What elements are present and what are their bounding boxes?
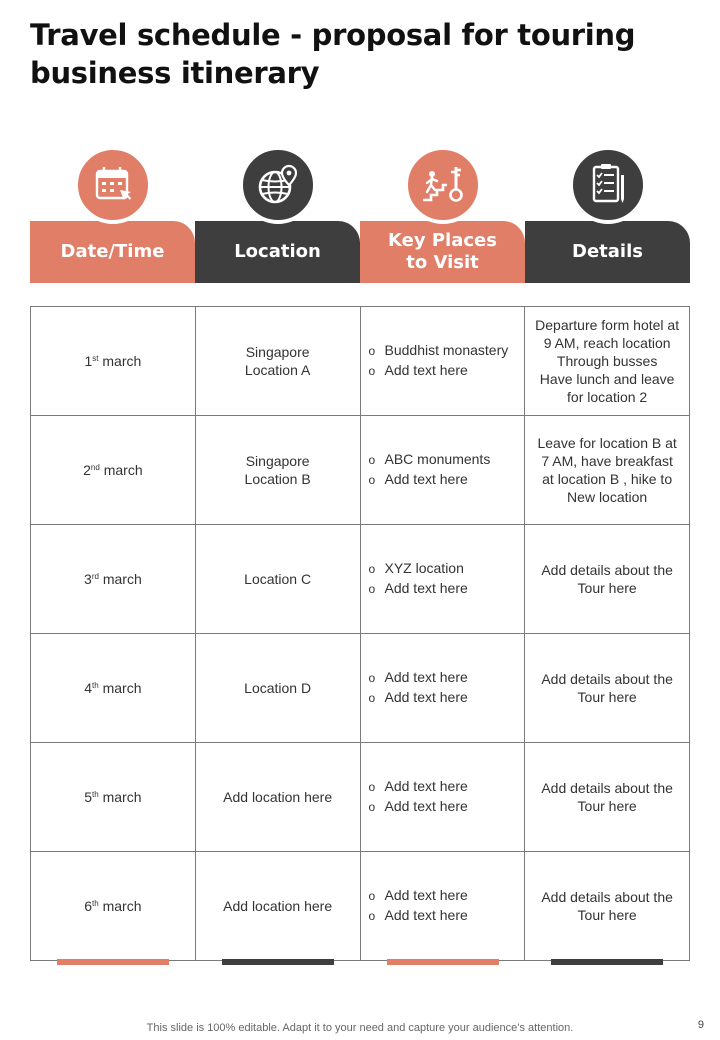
globe-location-icon <box>239 146 317 224</box>
location-line: Singapore <box>245 344 310 360</box>
header-date-time <box>30 146 195 286</box>
location-cell <box>195 307 360 416</box>
page-number: 9 <box>697 1019 704 1031</box>
bullet-icon: o <box>368 473 376 487</box>
list-item: o Add text here <box>369 579 521 599</box>
header-location <box>195 146 360 286</box>
bullet-icon: o <box>368 562 376 576</box>
bullet-icon: o <box>368 909 376 923</box>
date-cell: 5th march <box>31 743 196 852</box>
details-cell <box>525 307 690 416</box>
location-cell <box>195 416 360 525</box>
column-headers <box>30 146 690 286</box>
bullet-icon: o <box>368 691 376 705</box>
bullet-icon: o <box>368 582 376 596</box>
header-label: Location <box>195 221 360 283</box>
details-line: Add details about the <box>541 671 673 687</box>
header-details <box>525 146 690 286</box>
header-label: Date/Time <box>30 221 195 283</box>
key-places-cell <box>360 634 525 743</box>
location-line: Location B <box>244 471 311 487</box>
title-line-1: Travel schedule - proposal for touring <box>30 18 636 52</box>
location-line: Singapore <box>245 453 310 469</box>
key-places-cell <box>360 307 525 416</box>
date-cell: 4th march <box>31 634 196 743</box>
details-line: New location <box>567 489 648 505</box>
details-line: Leave for location B at <box>537 435 677 451</box>
calendar-icon <box>74 146 152 224</box>
footer-note: This slide is 100% editable. Adapt it to your need and capture your audience’s attention. <box>146 1022 574 1034</box>
key-places-cell <box>360 416 525 525</box>
date-cell: 2nd march <box>31 416 196 525</box>
bullet-icon: o <box>368 780 376 794</box>
details-line: for location 2 <box>567 389 648 405</box>
schedule-table <box>30 306 690 961</box>
details-line: Through busses <box>556 353 658 369</box>
location-line: Location A <box>244 362 311 378</box>
list-item: o Add text here <box>369 906 521 926</box>
details-line: 7 AM, have breakfast <box>541 453 673 469</box>
details-line: Tour here <box>577 689 637 705</box>
location-line: Location D <box>244 680 312 696</box>
key-places-cell <box>360 743 525 852</box>
details-line: Add details about the <box>541 780 673 796</box>
accent-bar <box>57 959 169 965</box>
details-cell <box>525 416 690 525</box>
details-line: Add details about the <box>541 889 673 905</box>
list-item: o Buddhist monastery <box>369 341 521 361</box>
table-row <box>31 525 690 634</box>
details-line: 9 AM, reach location <box>543 335 671 351</box>
list-item: o Add text here <box>369 886 521 906</box>
date-cell: 1st march <box>31 307 196 416</box>
location-line: Location C <box>244 571 312 587</box>
bullet-icon: o <box>368 364 376 378</box>
header-label: Key Places to Visit <box>360 221 525 283</box>
details-cell <box>525 525 690 634</box>
list-item: o Add text here <box>369 668 521 688</box>
details-line: Have lunch and leave <box>539 371 675 387</box>
details-line: at location B , hike to <box>542 471 673 487</box>
table-row <box>31 634 690 743</box>
list-item: o Add text here <box>369 688 521 708</box>
title-line-2: business itinerary <box>30 56 320 90</box>
location-cell <box>195 634 360 743</box>
key-places-cell <box>360 852 525 961</box>
stairs-key-icon <box>404 146 482 224</box>
accent-bar <box>222 959 334 965</box>
list-item: o Add text here <box>369 361 521 381</box>
bullet-icon: o <box>368 800 376 814</box>
bullet-icon: o <box>368 889 376 903</box>
date-cell: 6th march <box>31 852 196 961</box>
details-line: Tour here <box>577 580 637 596</box>
list-item: o Add text here <box>369 777 521 797</box>
location-cell <box>195 743 360 852</box>
accent-bar <box>551 959 663 965</box>
location-cell <box>195 852 360 961</box>
accent-bar <box>387 959 499 965</box>
bullet-icon: o <box>368 453 376 467</box>
list-item: o XYZ location <box>369 559 521 579</box>
key-places-cell <box>360 525 525 634</box>
list-item: o ABC monuments <box>369 450 521 470</box>
checklist-icon <box>569 146 647 224</box>
location-line: Add location here <box>223 898 333 914</box>
list-item: o Add text here <box>369 470 521 490</box>
location-line: Add location here <box>223 789 333 805</box>
location-cell <box>195 525 360 634</box>
table-row <box>31 307 690 416</box>
header-key-places <box>360 146 525 286</box>
bullet-icon: o <box>368 671 376 685</box>
table-row <box>31 416 690 525</box>
header-label: Details <box>525 221 690 283</box>
bullet-icon: o <box>368 344 376 358</box>
details-cell <box>525 634 690 743</box>
date-cell: 3rd march <box>31 525 196 634</box>
table-row <box>31 852 690 961</box>
page-title <box>30 16 670 92</box>
details-cell <box>525 852 690 961</box>
list-item: o Add text here <box>369 797 521 817</box>
details-line: Tour here <box>577 907 637 923</box>
details-cell <box>525 743 690 852</box>
details-line: Departure form hotel at <box>535 317 680 333</box>
details-line: Add details about the <box>541 562 673 578</box>
table-row <box>31 743 690 852</box>
details-line: Tour here <box>577 798 637 814</box>
